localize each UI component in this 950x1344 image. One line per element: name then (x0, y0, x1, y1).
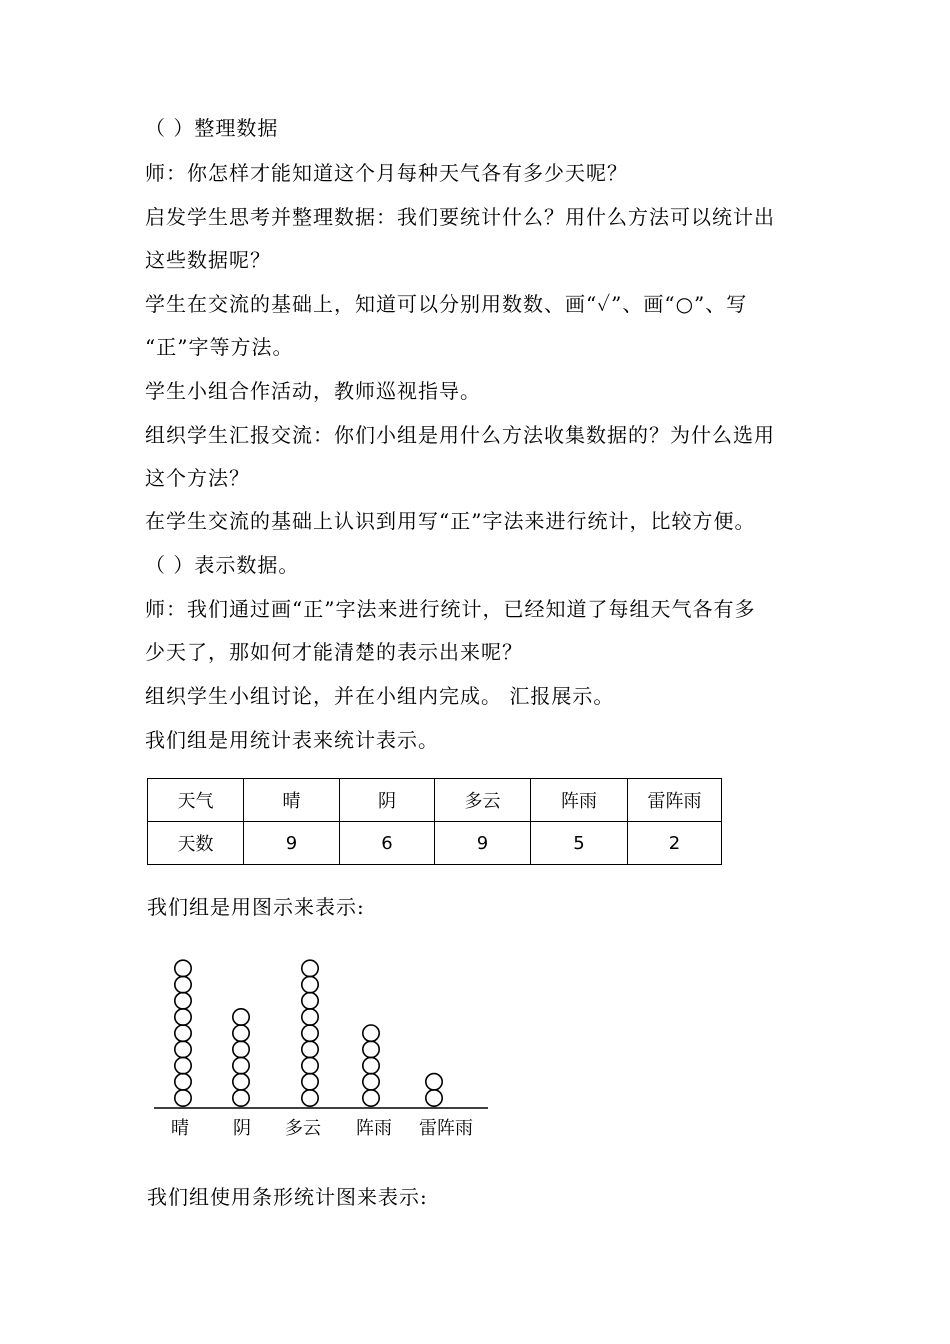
pictograph-circle (363, 1041, 379, 1057)
table-cell: 9 (244, 822, 340, 865)
pictograph-category-label: 雷阵雨 (419, 1118, 473, 1139)
paragraph-line: 启发学生思考并整理数据：我们要统计什么？用什么方法可以统计出 (145, 205, 775, 229)
pictograph-circle (302, 1074, 318, 1090)
table-cell: 多云 (435, 779, 531, 822)
paragraph-line: 组织学生汇报交流：你们小组是用什么方法收集数据的？为什么选用 (145, 423, 775, 447)
pictograph-circle (302, 1041, 318, 1057)
pictograph-circle (302, 993, 318, 1009)
table-header-cell: 天气 (148, 779, 244, 822)
pictograph-category-label: 多云 (285, 1118, 321, 1139)
pictograph-circle (175, 1057, 191, 1073)
pictograph-circle (175, 1090, 191, 1106)
table-cell: 阵雨 (531, 779, 628, 822)
paragraph-line: “正”字等方法。 (145, 335, 294, 359)
pictograph-circle (363, 1090, 379, 1106)
table-cell: 晴 (244, 779, 340, 822)
pictograph-circle (363, 1057, 379, 1073)
pictograph-circle (426, 1074, 442, 1090)
pictograph-category-label: 阵雨 (356, 1118, 392, 1139)
weather-pictograph (140, 950, 500, 1150)
pictograph-circle (233, 1025, 249, 1041)
section-heading-represent: （ ）表示数据。 (145, 553, 300, 577)
weather-statistics-table (147, 778, 722, 865)
pictograph-circle (175, 1025, 191, 1041)
table-row (148, 822, 722, 865)
pictograph-circle (302, 1025, 318, 1041)
table-row (148, 779, 722, 822)
pictograph-circle (233, 1009, 249, 1025)
pictograph-circle (175, 1074, 191, 1090)
table-cell: 阴 (340, 779, 435, 822)
paragraph-line: 少天了，那如何才能清楚的表示出来呢？ (145, 640, 523, 664)
pictograph-circle (233, 1041, 249, 1057)
pictograph-circle (302, 1057, 318, 1073)
pictograph-circle (302, 960, 318, 976)
pictograph-circle (175, 976, 191, 992)
table-header-cell: 天数 (148, 822, 244, 865)
paragraph-line: 这个方法？ (145, 466, 250, 490)
table-cell: 2 (628, 822, 722, 865)
section-heading-organize: （ ）整理数据 (145, 116, 279, 140)
paragraph-line: 师：你怎样才能知道这个月每种天气各有多少天呢？ (145, 161, 628, 185)
paragraph-line: 学生在交流的基础上，知道可以分别用数数、画“✓”、画“○”、写 (145, 292, 748, 316)
table-cell: 9 (435, 822, 531, 865)
pictograph-category-label: 晴 (171, 1118, 189, 1139)
paragraph-line: 学生小组合作活动，教师巡视指导。 (145, 379, 481, 403)
caption-pictograph: 我们组是用图示来表示: (147, 895, 365, 919)
pictograph-circle (363, 1074, 379, 1090)
pictograph-circle (175, 960, 191, 976)
pictograph-circle (302, 1009, 318, 1025)
paragraph-line: 在学生交流的基础上认识到用写“正”字法来进行统计，比较方便。 (145, 509, 756, 533)
caption-bar-chart: 我们组使用条形统计图来表示: (147, 1185, 428, 1209)
pictograph-category-label: 阴 (233, 1118, 251, 1139)
pictograph-circle (233, 1057, 249, 1073)
pictograph-circle (302, 1090, 318, 1106)
pictograph-circle (233, 1090, 249, 1106)
paragraph-line: 师：我们通过画“正”字法来进行统计，已经知道了每组天气各有多 (145, 597, 756, 621)
pictograph-circle (426, 1090, 442, 1106)
paragraph-line: 这些数据呢？ (145, 248, 271, 272)
pictograph-circle (233, 1074, 249, 1090)
pictograph-circle (175, 993, 191, 1009)
paragraph-line: 组织学生小组讨论，并在小组内完成。 汇报展示。 (145, 684, 615, 708)
table-cell: 5 (531, 822, 628, 865)
paragraph-line: 我们组是用统计表来统计表示。 (145, 728, 439, 752)
pictograph-circle (302, 976, 318, 992)
pictograph-circle (363, 1025, 379, 1041)
pictograph-circle (175, 1041, 191, 1057)
table-cell: 6 (340, 822, 435, 865)
pictograph-circle (175, 1009, 191, 1025)
table-cell: 雷阵雨 (628, 779, 722, 822)
